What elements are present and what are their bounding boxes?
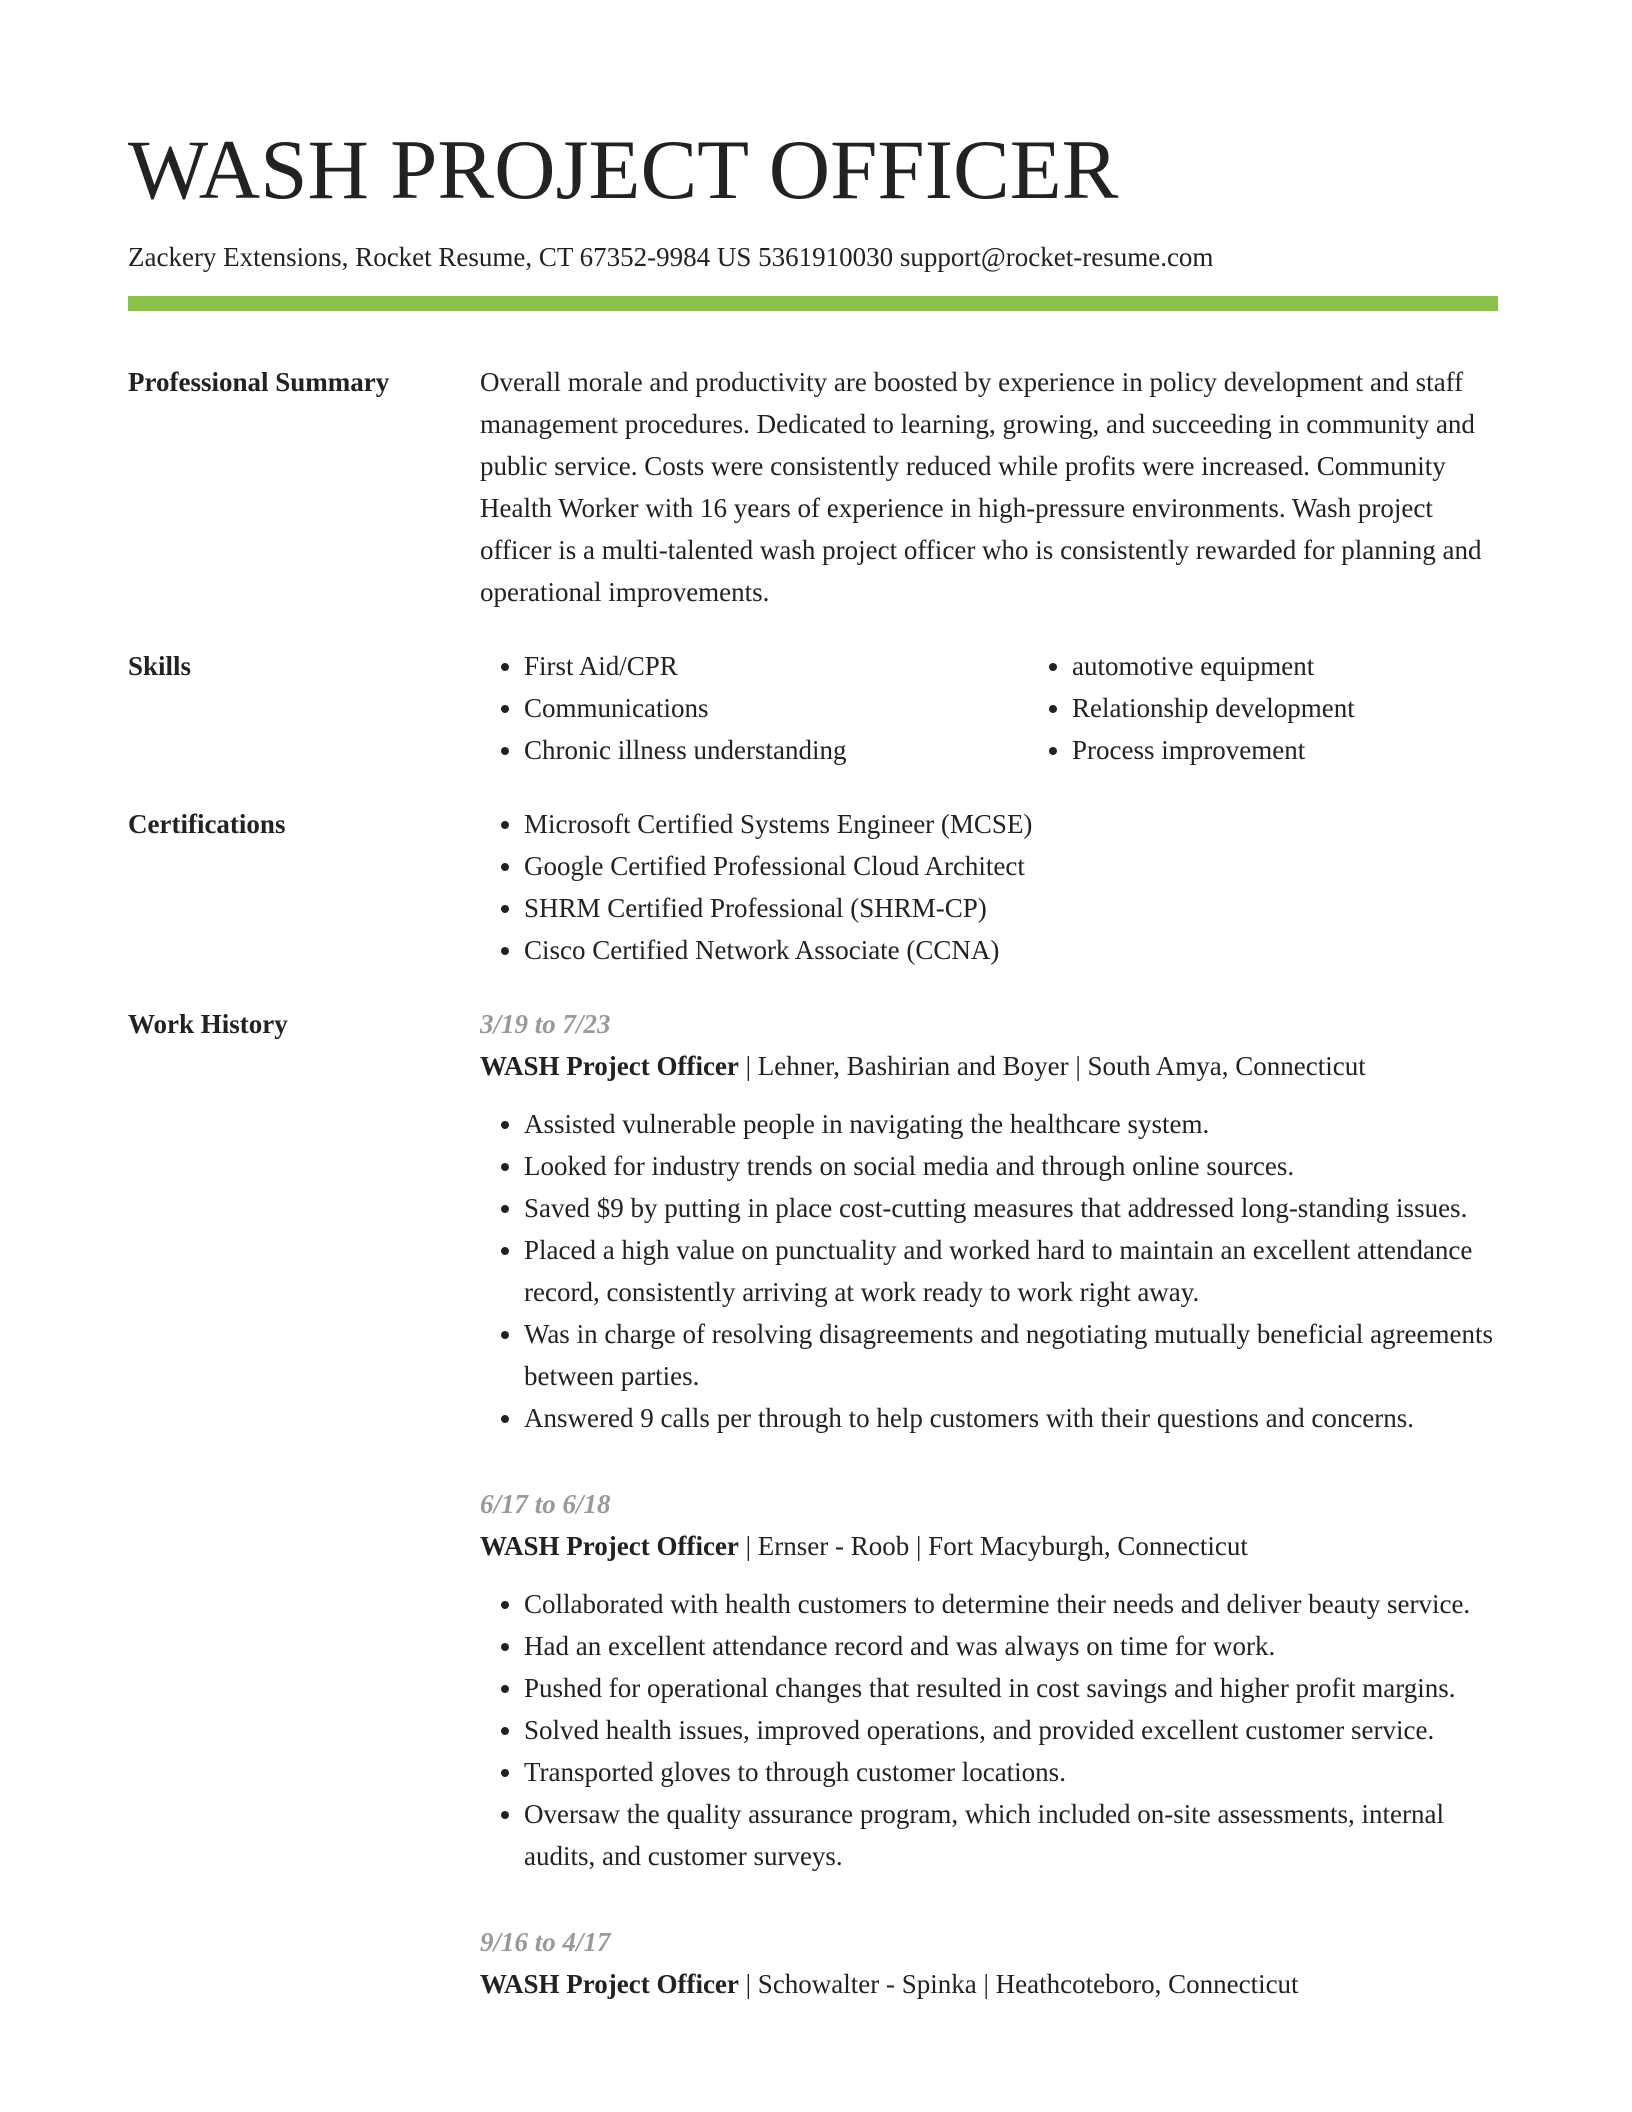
list-item: • Saved $9 by putting in place cost-cutting measures that addressed long-standing issues. [524,1187,1498,1229]
job-title: WASH Project Officer [480,1969,739,1999]
work-history-label: Work History [128,1009,288,1039]
certifications-label: Certifications [128,809,286,839]
list-item: • Oversaw the quality assurance program, which included on-site assessments, internal audits, and customer surveys. [524,1793,1498,1877]
certifications-body [480,803,1498,971]
job-bullets [480,1103,1498,1439]
list-item: • Microsoft Certified Systems Engineer (MCSE) [524,803,1498,845]
list-item: • First Aid/CPR [524,645,1028,687]
skills-column-1 [480,645,1028,771]
accent-divider [128,296,1498,311]
job-entry [480,1003,1498,1439]
list-item: • Cisco Certified Network Associate (CCNA) [524,929,1498,971]
list-item: • automotive equipment [1072,645,1576,687]
certifications-section [128,803,1498,971]
job-title: WASH Project Officer [480,1531,739,1561]
job-heading [480,1525,1498,1567]
skills-column-2 [1028,645,1576,771]
summary-text: Overall morale and productivity are boosted by experience in policy development and staff management procedures. Dedicated to learning, growing, and succeeding in community and public service. Costs were consistently reduced while profits were increased. Community Health Worker with 16 years of experience in high-pressure environments. Wash project officer is a multi-talented wash project officer who is consistently rewarded for planning and operational improvements. [480,367,1482,607]
work-history-section [128,1003,1498,2049]
job-details: | Lehner, Bashirian and Boyer | South Amya, Connecticut [738,1051,1366,1081]
list-item: • Transported gloves to through customer locations. [524,1751,1498,1793]
list-item: • Collaborated with health customers to determine their needs and deliver beauty service. [524,1583,1498,1625]
certifications-list [480,803,1498,971]
skills-section [128,645,1498,771]
contact-line: Zackery Extensions, Rocket Resume, CT 67352-9984 US 5361910030 support@rocket-resume.com [128,242,1214,272]
list-item: • Chronic illness understanding [524,729,1028,771]
list-item: • Pushed for operational changes that resulted in cost savings and higher profit margins. [524,1667,1498,1709]
list-item: • Answered 9 calls per through to help customers with their questions and concerns. [524,1397,1498,1439]
list-item: • Had an excellent attendance record and was always on time for work. [524,1625,1498,1667]
job-title: WASH Project Officer [480,1051,739,1081]
job-dates: 9/16 to 4/17 [480,1927,611,1957]
job-details: | Ernser - Roob | Fort Macyburgh, Connecticut [738,1531,1248,1561]
job-dates: 3/19 to 7/23 [480,1009,611,1039]
job-entry [480,1483,1498,1877]
job-heading [480,1963,1498,2005]
job-bullets [480,1583,1498,1877]
list-item: • Solved health issues, improved operations, and provided excellent customer service. [524,1709,1498,1751]
job-heading [480,1045,1498,1087]
list-item: • Process improvement [1072,729,1576,771]
summary-label: Professional Summary [128,367,390,397]
list-item: • Google Certified Professional Cloud Architect [524,845,1498,887]
job-entry [480,1921,1498,2005]
list-item: • Placed a high value on punctuality and worked hard to maintain an excellent attendance record, consistently arriving at work ready to work right away. [524,1229,1498,1313]
list-item: • Looked for industry trends on social media and through online sources. [524,1145,1498,1187]
job-details: | Schowalter - Spinka | Heathcoteboro, Connecticut [738,1969,1299,1999]
list-item: • Relationship development [1072,687,1576,729]
skills-label: Skills [128,651,192,681]
work-history-body [480,1003,1498,2049]
job-dates: 6/17 to 6/18 [480,1489,611,1519]
page-title: WASH PROJECT OFFICER [128,123,1119,217]
list-item: • Communications [524,687,1028,729]
list-item: • Assisted vulnerable people in navigating the healthcare system. [524,1103,1498,1145]
list-item: • SHRM Certified Professional (SHRM-CP) [524,887,1498,929]
list-item: • Was in charge of resolving disagreements and negotiating mutually beneficial agreements between parties. [524,1313,1498,1397]
summary-section [128,361,1498,613]
skills-list [480,645,1576,771]
